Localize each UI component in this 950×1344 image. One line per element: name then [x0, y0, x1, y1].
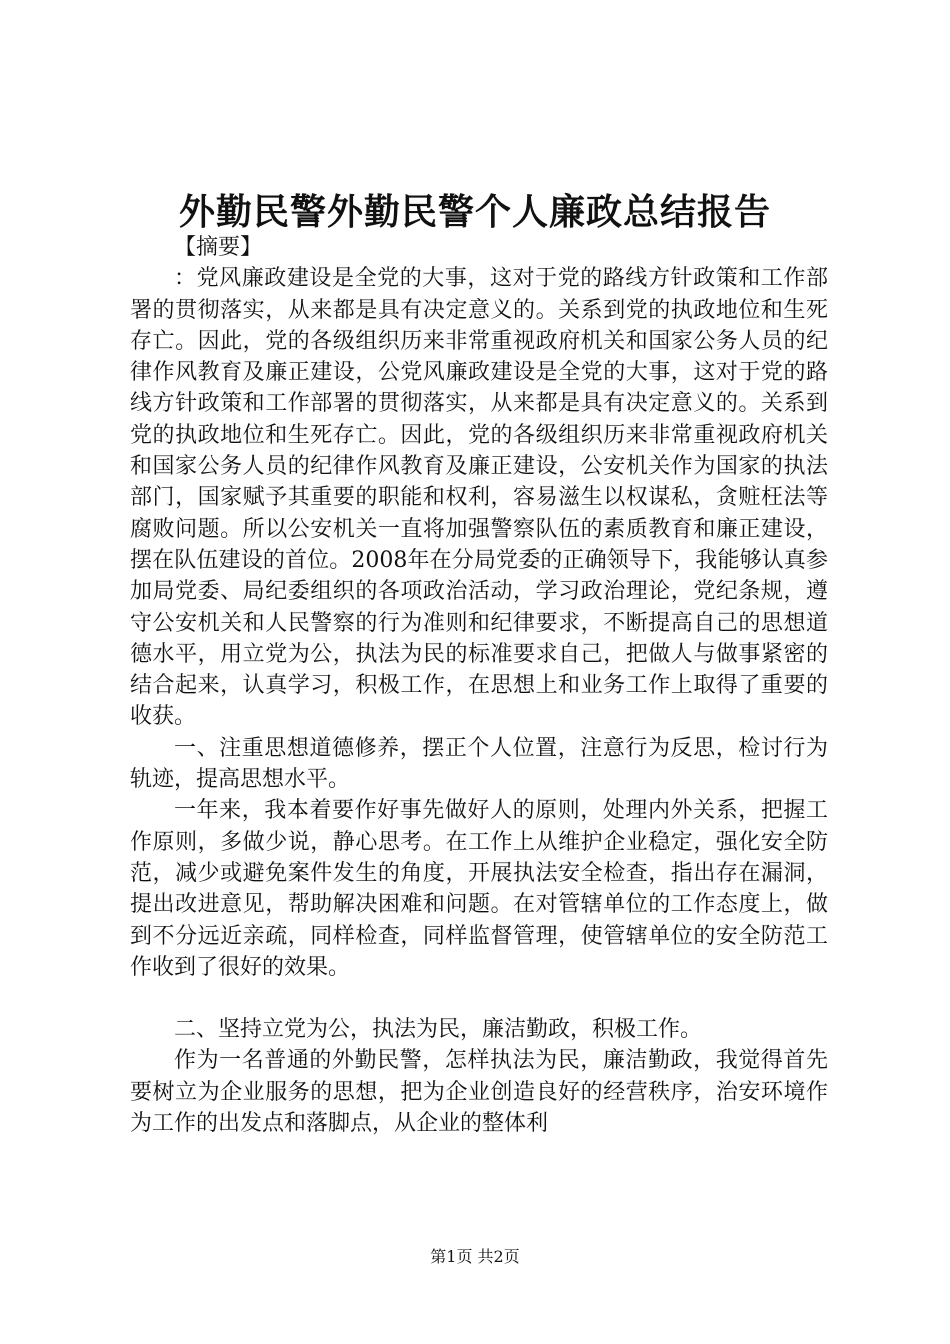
body-paragraph-2: 作为一名普通的外勤民警，怎样执法为民，廉洁勤政，我觉得首先要树立为企业服务的思想，把为企业创造良好的经营秩序，治安环境作为工作的出发点和落脚点，从企业的整体利	[130, 1048, 828, 1137]
section-heading-1: 一、注重思想道德修养，摆正个人位置，注意行为反思，检讨行为轨迹，提高思想水平。	[130, 735, 828, 793]
body-paragraph-1: 一年来，我本着要作好事先做好人的原则，处理内外关系，把握工作原则，多做少说，静心思考。在工作上从维护企业稳定，强化安全防范，减少或避免案件发生的角度，开展执法安全检查，指出存在漏洞，提出改进意见，帮助解决困难和问题。在对管辖单位的工作态度上，做到不分远近亲疏，同样检查，同样监督管理，使管辖单位的安全防范工作收到了很好的效果。	[130, 798, 828, 980]
page-footer: 第1页 共2页	[430, 1247, 520, 1266]
section-heading-2: 二、坚持立党为公，执法为民，廉洁勤政，积极工作。	[174, 1017, 703, 1043]
document-title: 外勤民警外勤民警个人廉政总结报告	[178, 191, 771, 233]
abstract-paragraph: ：党风廉政建设是全党的大事，这对于党的路线方针政策和工作部署的贯彻落实，从来都是具有决定意义的。关系到党的执政地位和生死存亡。因此，党的各级组织历来非常重视政府机关和国家公务人员的纪律作风教育及廉正建设，公党风廉政建设是全党的大事，这对于党的路线方针政策和工作部署的贯彻落实，从来都是具有决定意义的。关系到党的执政地位和生死存亡。因此，党的各级组织历来非常重视政府机关和国家公务人员的纪律作风教育及廉正建设，公安机关作为国家的执法部门，国家赋予其重要的职能和权利，容易滋生以权谋私，贪赃枉法等腐败问题。所以公安机关一直将加强警察队伍的素质教育和廉正建设，摆在队伍建设的首位。2008年在分局党委的正确领导下，我能够认真参加局党委、局纪委组织的各项政治活动，学习政治理论，党纪条规，遵守公安机关和人民警察的行为准则和纪律要求，不断提高自己的思想道德水平，用立党为公，执法为民的标准要求自己，把做人与做事紧密的结合起来，认真学习，积极工作，在思想上和业务工作上取得了重要的收获。	[130, 266, 828, 730]
document-body	[130, 232, 828, 1139]
abstract-label: 【摘要】	[174, 235, 263, 260]
